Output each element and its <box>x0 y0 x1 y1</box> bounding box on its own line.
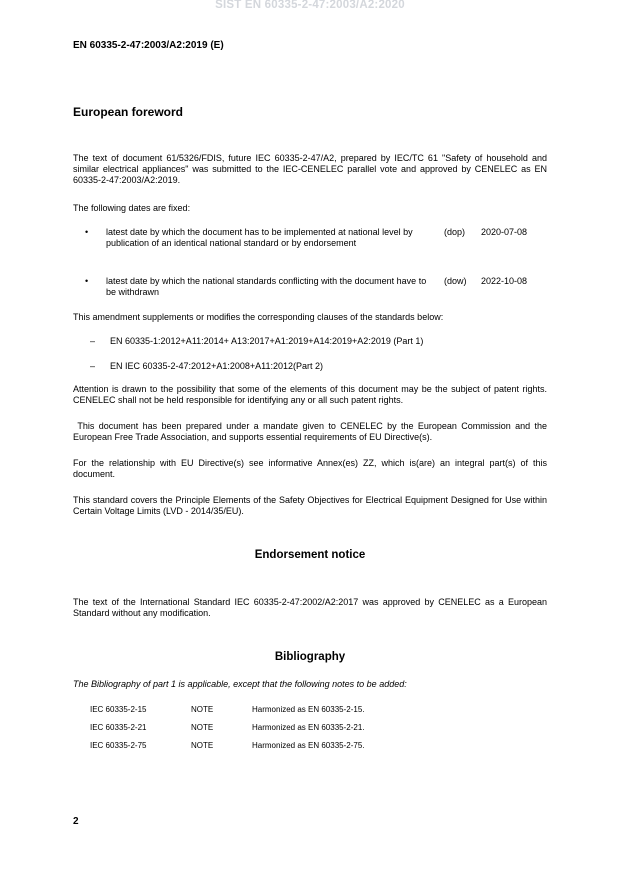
date-value-dow: 2022-10-08 <box>481 276 528 286</box>
mandate-paragraph: This document has been prepared under a mandate given to CENELEC by the European Commission and the European Free Trade Association, and supports essential requirements of EU Directive(s). <box>73 421 550 442</box>
bib-ref-2-21: IEC 60335-2-21 <box>90 723 147 732</box>
relationship-paragraph: For the relationship with EU Directive(s) see informative Annex(es) ZZ, which is(are) an integral part(s) of this document. <box>73 458 547 479</box>
bib-desc-2-75: Harmonized as EN 60335-2-75. <box>252 741 365 750</box>
date-code-dow: (dow) <box>444 276 467 286</box>
bib-ref-2-15: IEC 60335-2-15 <box>90 705 147 714</box>
bib-ref-2-75: IEC 60335-2-75 <box>90 741 147 750</box>
coverage-paragraph: This standard covers the Principle Elements of the Safety Objectives for Electrical Equipment Designed for Use within Certain Voltage Limits (LVD - 2014/35/EU). <box>73 495 547 516</box>
endorsement-title: Endorsement notice <box>254 549 366 561</box>
foreword-intro: The text of document 61/5326/FDIS, future IEC 60335-2-47/A2, prepared by IEC/TC 61 "Safety of household and similar electrical appliances" was submitted to the IEC-CENELEC parallel vote and approved by CENELEC as EN 60335-2-47:2003/A2:2019. <box>73 153 547 185</box>
bibliography-intro: The Bibliography of part 1 is applicable, except that the following notes to be added: <box>73 679 407 689</box>
bib-type-2-75: NOTE <box>191 741 214 750</box>
bibliography-title: Bibliography <box>274 651 346 663</box>
patent-paragraph: Attention is drawn to the possibility that some of the elements of this document may be the subject of patent rights. CENELEC shall not be held responsible for identifying any or all such patent rights. <box>73 384 547 405</box>
standard-part2: EN IEC 60335-2-47:2012+A1:2008+A11:2012(Part 2) <box>110 361 323 371</box>
dash-part2: – <box>90 361 96 371</box>
watermark: SIST EN 60335-2-47:2003/A2:2020 <box>215 0 405 11</box>
bullet-dop: • <box>85 227 89 237</box>
endorsement-text: The text of the International Standard IEC 60335-2-47:2002/A2:2017 was approved by CENELEC as a European Standard without any modification. <box>73 597 547 618</box>
bib-desc-2-15: Harmonized as EN 60335-2-15. <box>252 705 365 714</box>
date-text-dop: latest date by which the document has to be implemented at national level by publication of an identical national standard or by endorsement <box>106 227 413 248</box>
amendment-intro: This amendment supplements or modifies the corresponding clauses of the standards below: <box>73 312 444 322</box>
bib-type-2-15: NOTE <box>191 705 214 714</box>
foreword-title: European foreword <box>73 105 184 119</box>
dates-intro: The following dates are fixed: <box>73 203 191 213</box>
dash-part1: – <box>90 336 96 346</box>
bullet-dow: • <box>85 276 89 286</box>
bib-desc-2-21: Harmonized as EN 60335-2-21. <box>252 723 365 732</box>
document-header: EN 60335-2-47:2003/A2:2019 (E) <box>73 40 224 51</box>
date-value-dop: 2020-07-08 <box>481 227 528 237</box>
standard-part1: EN 60335-1:2012+A11:2014+ A13:2017+A1:2019+A14:2019+A2:2019 (Part 1) <box>110 336 424 346</box>
bib-type-2-21: NOTE <box>191 723 214 732</box>
date-text-dow: latest date by which the national standards conflicting with the document have to be withdrawn <box>106 276 427 297</box>
date-code-dop: (dop) <box>444 227 466 237</box>
page-number: 2 <box>73 816 79 827</box>
